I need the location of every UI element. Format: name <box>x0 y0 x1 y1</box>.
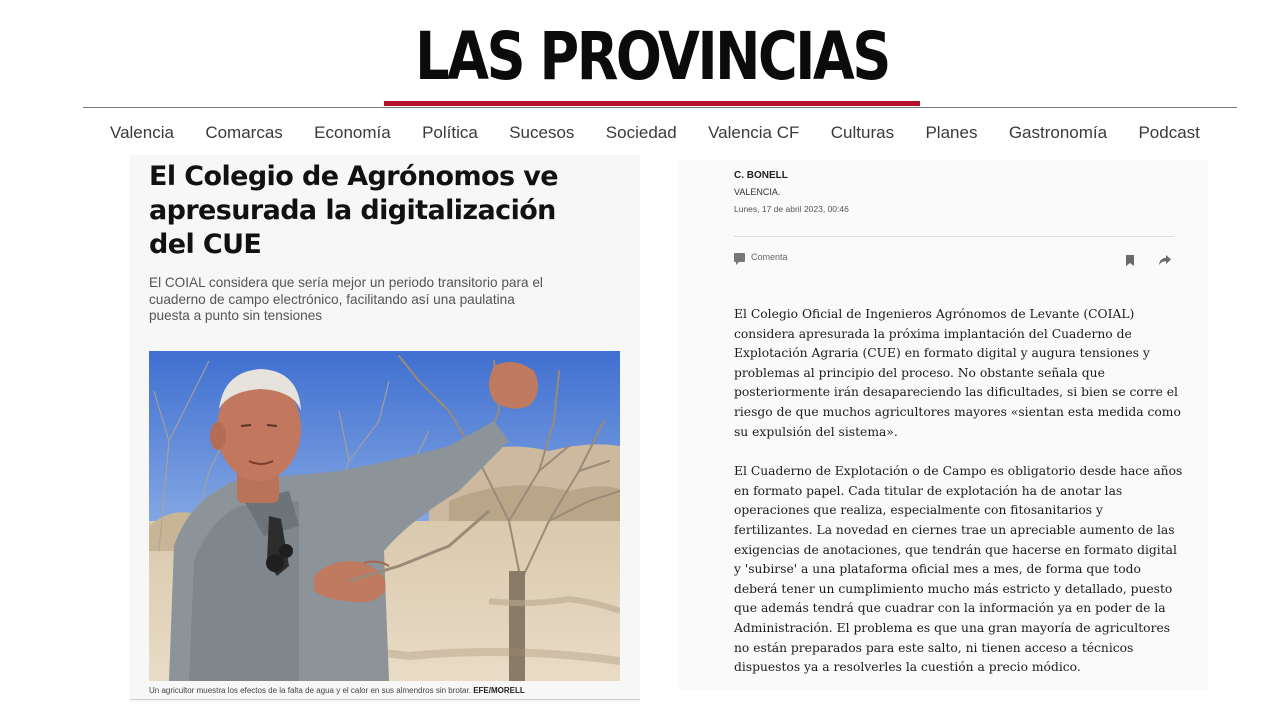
photo-credit: EFE/MORELL <box>473 686 525 695</box>
farmer-almond-tree-photo <box>149 351 620 681</box>
nav-item-valencia[interactable]: Valencia <box>110 123 174 142</box>
section-nav <box>95 120 1215 148</box>
byline-divider <box>734 236 1174 237</box>
bookmark-icon <box>1124 254 1136 267</box>
nav-item-politica[interactable]: Política <box>422 123 478 142</box>
article-photo[interactable] <box>149 351 620 681</box>
article-paragraph: El Colegio Oficial de Ingenieros Agrónomos de Levante (COIAL) considera apresurada la próxima implantación del Cuaderno de Explotación Agraria (CUE) en formato digital y augura tensiones y problemas al principio del proceso. No obstante señala que posteriormente irán desapareciendo las dificultades, si bien se corre el riesgo de que muchos agricultores mayores «sientan esta medida como su expulsión del sistema». <box>734 307 1181 439</box>
caption-text: Un agricultor muestra los efectos de la falta de agua y el calor en sus almendros sin brotar. <box>149 686 471 695</box>
article-headline: El Colegio de Agrónomos ve apresurada la digitalización del CUE <box>149 161 558 260</box>
photo-caption <box>149 686 620 695</box>
article-date: Lunes, 17 de abril 2023, 00:46 <box>734 204 849 214</box>
comment-icon <box>734 253 745 262</box>
masthead-divider <box>83 107 1237 108</box>
share-button[interactable] <box>1158 252 1172 265</box>
article-author[interactable]: C. BONELL <box>734 170 788 181</box>
comment-label: Comenta <box>751 252 788 262</box>
article-paragraph: El Cuaderno de Explotación o de Campo es obligatorio desde hace años en formato papel. Cada titular de explotación ha de anotar las operaciones que realiza, especialmente con fitosanitarios y fertilizantes. La novedad en ciernes trae un apreciable aumento de las exigencias de anotaciones, que tendrán que hacerse en formato digital y 'subirse' a una plataforma oficial mes a mes, de forma que todo deberá tener un cumplimiento mucho más estricto y detallado, puesto que además tendrá que cuadrar con la información ya en poder de la Administración. El problema es que una gran mayoría de agricultores no están preparados para este salto, ni tienen acceso a técnicos dispuestos ya a resolverles la cuestión a precio módico. <box>734 464 1183 675</box>
bookmark-button[interactable] <box>1124 252 1136 265</box>
site-logo[interactable]: LAS PROVINCIAS <box>415 17 889 95</box>
nav-item-economia[interactable]: Economía <box>314 123 391 142</box>
nav-item-culturas[interactable]: Culturas <box>830 123 895 142</box>
nav-item-planes[interactable]: Planes <box>925 123 978 142</box>
nav-item-comarcas[interactable]: Comarcas <box>205 123 283 142</box>
comment-button[interactable] <box>734 252 788 262</box>
nav-item-podcast[interactable]: Podcast <box>1138 123 1200 142</box>
share-icon <box>1158 254 1172 267</box>
nav-item-gastronomia[interactable]: Gastronomía <box>1008 123 1108 142</box>
caption-divider <box>130 699 640 700</box>
nav-item-valencia-cf[interactable]: Valencia CF <box>708 123 800 142</box>
nav-item-sucesos[interactable]: Sucesos <box>509 123 575 142</box>
article-location: VALENCIA. <box>734 187 781 197</box>
logo-accent-bar <box>384 101 920 106</box>
nav-item-sociedad[interactable]: Sociedad <box>605 123 677 142</box>
article-lead: El COIAL considera que sería mejor un periodo transitorio para el cuaderno de campo electrónico, facilitando así una paulatina puesta a punto sin tensiones <box>149 275 543 324</box>
article-body <box>734 305 1184 698</box>
masthead <box>0 0 1280 108</box>
